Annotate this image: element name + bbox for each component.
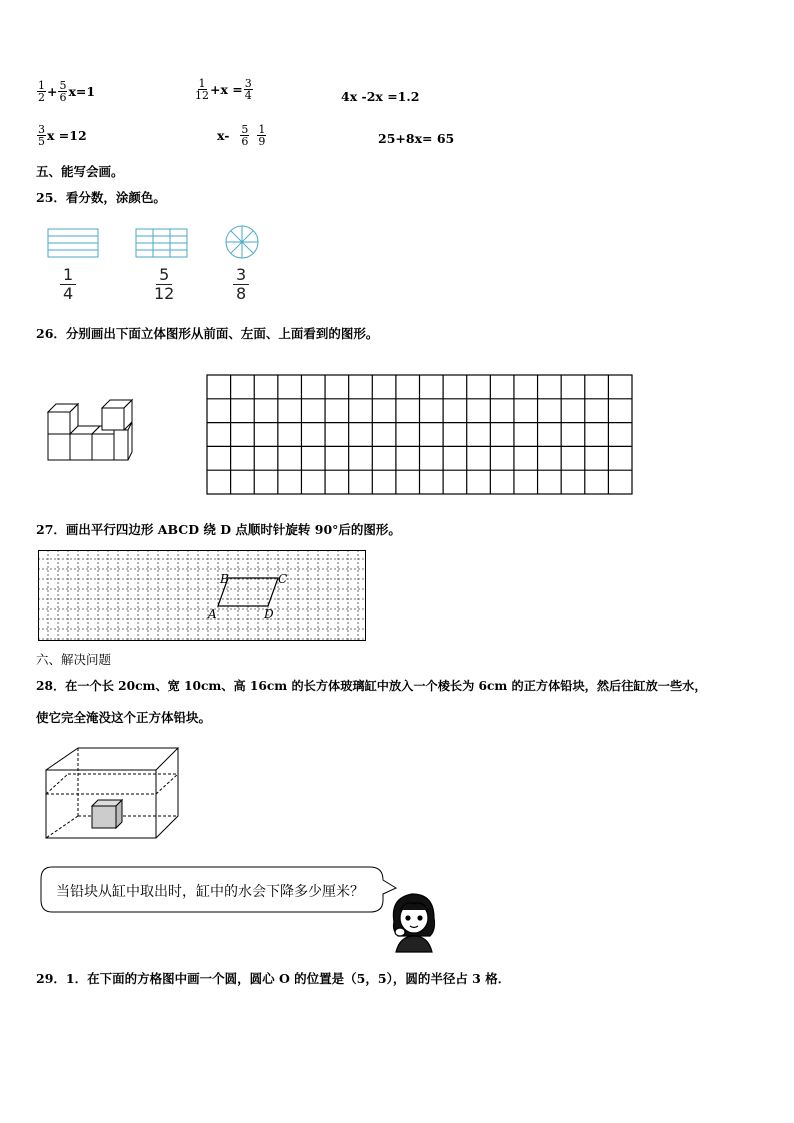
girl-illustration — [386, 888, 442, 954]
label-b: B — [220, 572, 229, 586]
question-26: 26．分别画出下面立体图形从前面、左面、上面看到的图形。 — [36, 326, 379, 341]
question-28-line1: 28．在一个长 20cm、宽 10cm、高 16cm 的长方体玻璃缸中放入一个棱长为 6cm 的正方体铅块，然后往缸放一些水， — [36, 679, 707, 693]
fraction-label-3: 3 8 — [233, 266, 249, 303]
fraction: $\frac{1}{2}$ — [38, 79, 45, 104]
cube-stack-figure — [44, 396, 134, 464]
circle-8-parts[interactable] — [226, 226, 258, 258]
rectangle-12-parts[interactable] — [136, 229, 187, 257]
question-28-line2: 使它完全淹没这个正方体铅块。 — [36, 710, 212, 725]
fraction: $\frac{3}{4}$ — [244, 77, 252, 102]
equation-3: 4x -2x =1.2 — [341, 89, 420, 104]
section-6-title: 六、解决问题 — [36, 652, 112, 667]
fraction-label-1: 1 4 — [60, 266, 76, 303]
glass-tank-figure — [36, 744, 186, 844]
fraction: $\frac{3}{5}$ — [38, 123, 45, 148]
question-29: 29．1．在下面的方格图中画一个圆，圆心 O 的位置是（5，5），圆的半径占 3 格． — [36, 971, 511, 986]
fraction-label-2: 5 12 — [154, 265, 175, 303]
rectangle-4-parts[interactable] — [48, 229, 98, 257]
fraction: $\frac{5}{6}$ — [59, 79, 67, 104]
question-25: 25．看分数，涂颜色。 — [36, 190, 166, 205]
fraction: $\frac{5}{6}$ — [241, 123, 249, 148]
label-a: A — [208, 607, 217, 621]
question-27: 27．画出平行四边形 ABCD 绕 D 点顺时针旋转 90°后的图形。 — [36, 522, 401, 537]
equation-4: $\frac{3}{5}$ x =12 — [38, 123, 87, 148]
fraction: $\frac{1}{9}$ — [258, 123, 266, 148]
label-d: D — [264, 607, 274, 621]
label-c: C — [278, 572, 288, 586]
section-5-title: 五、能写会画。 — [36, 164, 124, 179]
equation-1: $\frac{1}{2}$ + $\frac{5}{6}$ x=1 — [38, 79, 96, 104]
fraction-shapes — [40, 224, 280, 264]
dotted-grid-q27[interactable] — [38, 550, 368, 642]
drawing-grid-q26[interactable] — [206, 374, 634, 496]
equation-6: 25+8x= 65 — [378, 131, 455, 146]
equation-2: $\frac{1}{12}$ +x = $\frac{3}{4}$ — [195, 77, 252, 102]
speech-bubble-text: 当铅块从缸中取出时，缸中的水会下降多少厘米？ — [56, 884, 364, 900]
equation-5: x- $\frac{5}{6}$ $\frac{1}{9}$ — [217, 123, 266, 148]
fraction: $\frac{1}{12}$ — [195, 77, 209, 102]
